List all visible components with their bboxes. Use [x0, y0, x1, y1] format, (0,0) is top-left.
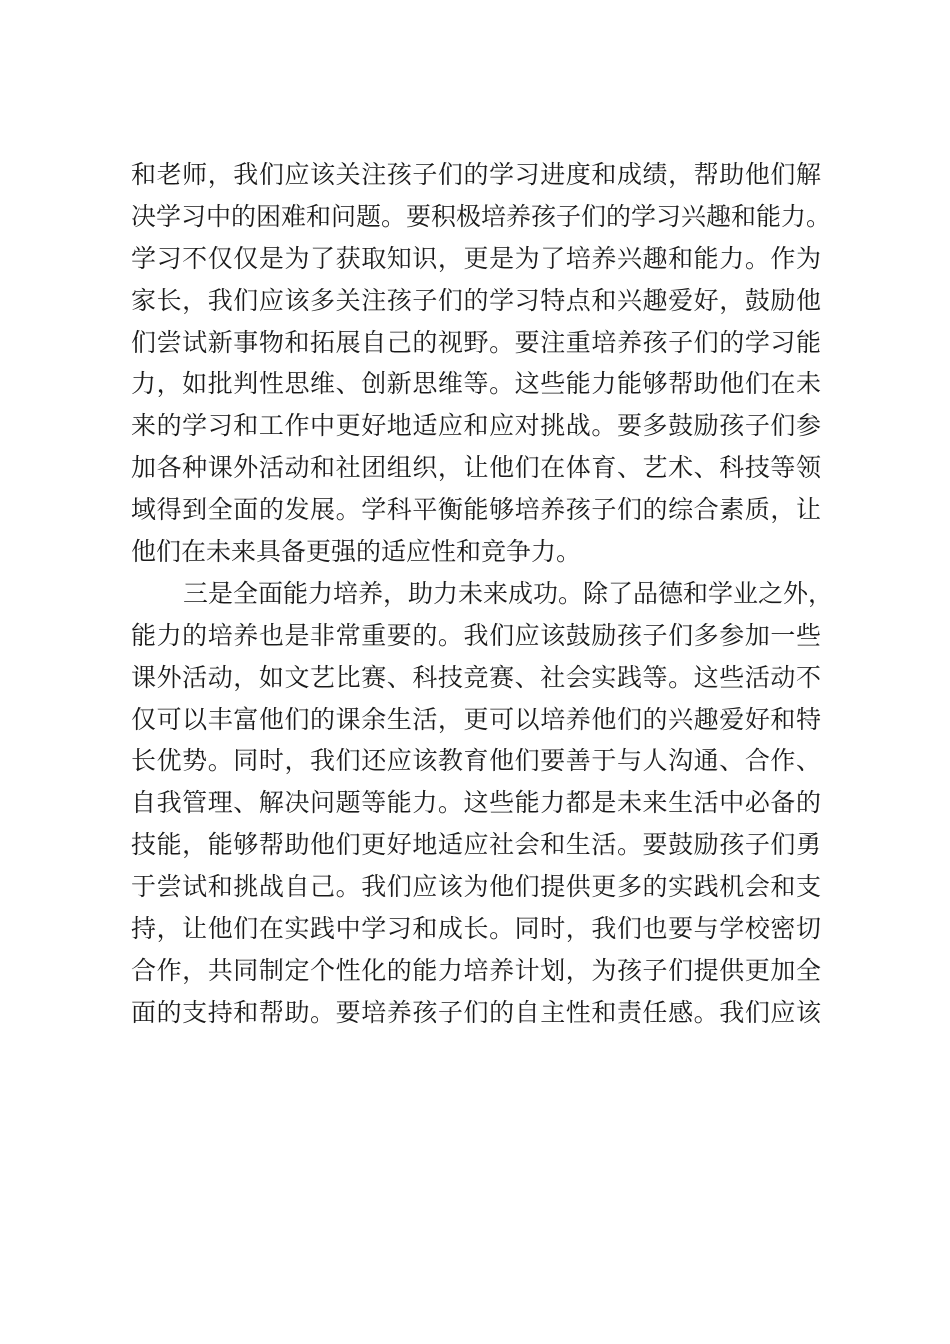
text-line: 域得到全面的发展。学科平衡能够培养孩子们的综合素质，让 [131, 495, 821, 525]
text-line: 长优势。同时，我们还应该教育他们要善于与人沟通、合作、 [131, 746, 821, 776]
paragraph-2 [131, 573, 834, 1034]
text-line: 课外活动，如文艺比赛、科技竞赛、社会实践等。这些活动不 [131, 662, 821, 692]
text-line: 加各种课外活动和社团组织，让他们在体育、艺术、科技等领 [131, 453, 821, 483]
text-line: 们尝试新事物和拓展自己的视野。要注重培养孩子们的学习能 [131, 327, 821, 357]
text-line: 来的学习和工作中更好地适应和应对挑战。要多鼓励孩子们参 [131, 411, 821, 441]
text-line: 面的支持和帮助。要培养孩子们的自主性和责任感。我们应该 [131, 997, 821, 1027]
text-line: 技能，能够帮助他们更好地适应社会和生活。要鼓励孩子们勇 [131, 830, 821, 860]
text-line: 家长，我们应该多关注孩子们的学习特点和兴趣爱好，鼓励他 [131, 285, 821, 315]
paragraph-1 [131, 154, 832, 573]
text-line: 学习不仅仅是为了获取知识，更是为了培养兴趣和能力。作为 [131, 243, 821, 273]
text-line: 他们在未来具备更强的适应性和竞争力。 [131, 537, 582, 567]
text-line: 决学习中的困难和问题。要积极培养孩子们的学习兴趣和能力。 [131, 201, 832, 231]
text-line: 能力的培养也是非常重要的。我们应该鼓励孩子们多参加一些 [131, 620, 821, 650]
text-line: 三是全面能力培养，助力未来成功。除了品德和学业之外， [183, 578, 834, 608]
text-line: 于尝试和挑战自己。我们应该为他们提供更多的实践机会和支 [131, 872, 821, 902]
text-line: 和老师，我们应该关注孩子们的学习进度和成绩，帮助他们解 [131, 160, 821, 189]
text-line: 持，让他们在实践中学习和成长。同时，我们也要与学校密切 [131, 914, 821, 944]
text-line: 力，如批判性思维、创新思维等。这些能力能够帮助他们在未 [131, 369, 821, 399]
text-line: 合作，共同制定个性化的能力培养计划，为孩子们提供更加全 [131, 955, 821, 985]
text-line: 仅可以丰富他们的课余生活，更可以培养他们的兴趣爱好和特 [131, 704, 821, 734]
text-line: 自我管理、解决问题等能力。这些能力都是未来生活中必备的 [131, 788, 821, 818]
document-body [131, 154, 834, 1034]
